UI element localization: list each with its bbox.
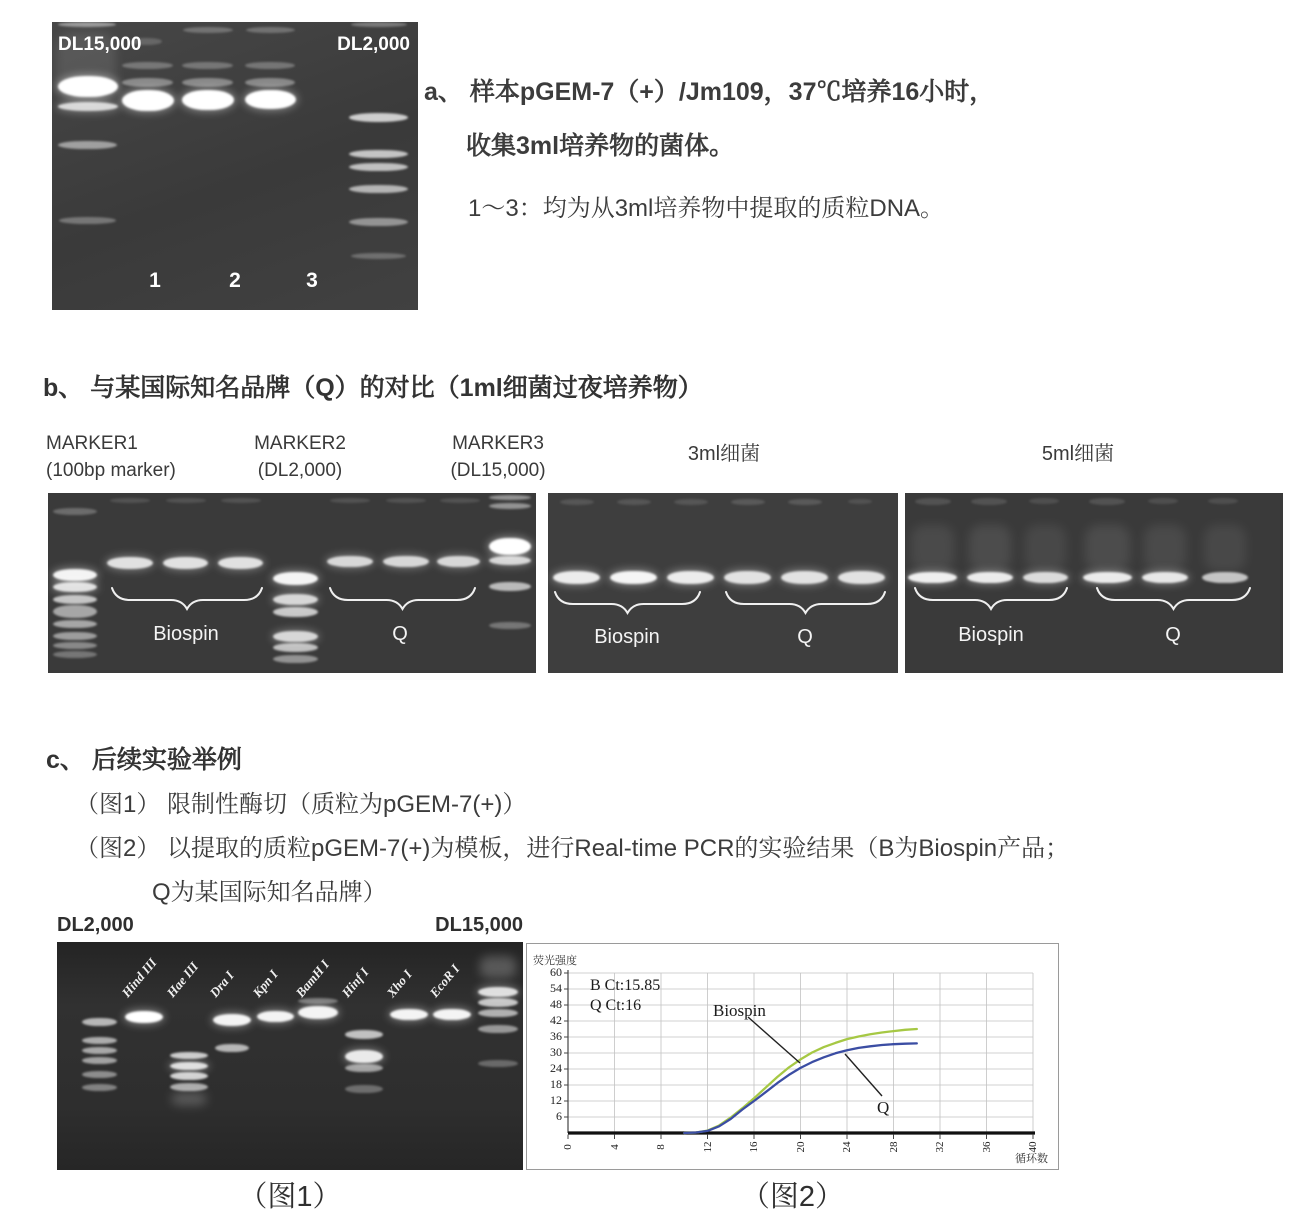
x-tick-label: 36: [980, 1141, 993, 1153]
lane-group-braces: [48, 493, 536, 673]
enzyme-lane-label: Hinf I: [338, 964, 372, 1000]
section-c-heading: c、 后续实验举例: [46, 746, 242, 774]
y-tick-label: 48: [550, 997, 562, 1011]
marker3-desc: (DL15,000): [450, 460, 546, 481]
gel-band: [478, 1025, 518, 1033]
gel-band: [82, 1018, 117, 1026]
gel-band: [390, 1009, 428, 1020]
gel-a-marker-left-label: DL15,000: [58, 34, 142, 55]
gel-band: [478, 987, 518, 997]
x-tick-label: 16: [748, 1141, 760, 1153]
gel-band: [182, 78, 233, 87]
gel-band: [245, 90, 296, 109]
lane-group-label: Biospin: [153, 623, 219, 645]
gel-band: [213, 1014, 251, 1026]
gel-band: [345, 1030, 383, 1039]
section-c-fig2-line2: Q为某国际知名品牌）: [152, 879, 387, 906]
section-b-heading: b、 与某国际知名品牌（Q）的对比（1ml细菌过夜培养物）: [43, 374, 703, 402]
q-pointer-line: [845, 1054, 882, 1096]
biospin-pointer-line: [748, 1017, 800, 1063]
gel-band: [170, 1083, 208, 1091]
realtime-pcr-chart: [526, 943, 1059, 1170]
lane-number: 2: [229, 269, 241, 292]
brace: [915, 588, 1067, 609]
gel-band: [82, 1071, 117, 1078]
gel-band: [170, 1072, 208, 1080]
gel-band: [59, 217, 116, 224]
gel-band: [58, 76, 118, 97]
brace: [112, 588, 262, 609]
lane-group-label: Biospin: [594, 626, 660, 648]
brace: [330, 588, 475, 609]
marker2-name: MARKER2: [254, 433, 346, 454]
y-tick-label: 30: [550, 1045, 562, 1059]
gel-band: [298, 1006, 338, 1019]
gel-band: [351, 22, 407, 27]
section-a-line3: 1～3：均为从3ml培养物中提取的质粒DNA。: [468, 195, 945, 222]
y-tick-label: 54: [550, 981, 562, 995]
enzyme-lane-label: BamH I: [292, 956, 333, 1000]
y-tick-label: 12: [550, 1093, 562, 1107]
gel-band: [345, 1085, 383, 1093]
gel-band: [58, 141, 117, 149]
gel-band: [170, 1062, 208, 1070]
gel-band: [82, 1047, 117, 1054]
gel-band: [122, 62, 173, 69]
chart-annotation-b-ct: B Ct:15.85: [590, 977, 661, 994]
gel-image-b-comparison-3ml: [548, 493, 898, 673]
section-a-line2: 收集3ml培养物的菌体。: [466, 132, 735, 160]
x-tick-label: 8: [655, 1144, 667, 1150]
gel-band: [349, 150, 408, 158]
lane-group-label: Biospin: [958, 624, 1024, 646]
enzyme-lane-label: Dra I: [206, 967, 237, 1000]
figure1-caption: （图1）: [238, 1181, 342, 1211]
gel-band: [182, 62, 233, 69]
gel-band: [349, 163, 408, 171]
gel-band: [349, 218, 408, 226]
section-a-line1: a、 样本pGEM-7（+）/Jm109，37℃培养16小时，: [424, 78, 995, 106]
enzyme-lane-label: Kpn I: [249, 966, 281, 1000]
chart-annotation-q-ct: Q Ct:16: [590, 997, 642, 1014]
gel-band: [172, 1093, 206, 1105]
gel-image-figure1-digest: [57, 942, 523, 1170]
gel-band: [478, 998, 518, 1007]
section-c-fig1-line: （图1） 限制性酶切（质粒为pGEM-7(+)）: [75, 791, 527, 818]
marker1-desc: (100bp marker): [46, 460, 176, 481]
gel-band: [349, 185, 408, 193]
enzyme-lane-label: Xho I: [383, 966, 415, 1000]
marker3-name: MARKER3: [452, 433, 544, 454]
enzyme-lane-label: EcoR I: [426, 961, 463, 1000]
x-tick-label: 24: [841, 1141, 853, 1153]
x-tick-label: 0: [562, 1144, 574, 1150]
enzyme-lane-label: Hae III: [163, 959, 202, 1000]
gel-band: [122, 90, 174, 111]
x-tick-label: 4: [608, 1144, 621, 1150]
x-tick-label: 40: [1027, 1141, 1039, 1153]
gel-band: [122, 78, 173, 87]
lane-number: 1: [149, 269, 161, 292]
brace: [726, 592, 885, 613]
section-c-fig2-line: （图2） 以提取的质粒pGEM-7(+)为模板，进行Real-time PCR的实验结果（B为Biospin产品；: [75, 835, 1070, 862]
gel-band: [478, 1009, 518, 1017]
gel-band: [82, 1037, 117, 1044]
gel-band: [182, 90, 234, 110]
lane-group-label: Q: [1165, 624, 1181, 646]
gel-band: [257, 1011, 294, 1022]
y-tick-label: 24: [550, 1061, 562, 1075]
chart-series-label-biospin: Biospin: [713, 1001, 766, 1020]
gel-band: [480, 956, 516, 978]
chart-y-axis-title: 荧光强度: [533, 955, 577, 967]
y-tick-label: 42: [550, 1013, 562, 1027]
gel-band: [82, 1084, 117, 1091]
gel-band: [82, 1057, 117, 1064]
x-tick-label: 32: [934, 1141, 946, 1153]
figure1-marker-left-label: DL2,000: [57, 914, 134, 936]
marker2-desc: (DL2,000): [257, 460, 343, 481]
gel-image-b-comparison-5ml: [905, 493, 1283, 673]
brace: [555, 592, 700, 613]
brace: [1097, 588, 1250, 609]
gel-band: [245, 62, 295, 69]
gel-band: [345, 1064, 383, 1072]
x-tick-label: 20: [794, 1141, 807, 1153]
y-tick-label: 18: [550, 1077, 562, 1091]
x-tick-label: 12: [701, 1141, 714, 1153]
gel-band: [125, 1011, 163, 1023]
gel-image-b-comparison-1ml: [48, 493, 536, 673]
gel-a-marker-right-label: DL2,000: [337, 34, 410, 55]
gel-band: [170, 1052, 208, 1059]
gel-band: [349, 113, 408, 122]
marker1-name: MARKER1: [46, 433, 138, 454]
figure2-caption: （图2）: [740, 1181, 845, 1211]
chart-x-axis-title: 循环数: [1015, 1153, 1048, 1165]
gel-band: [245, 78, 295, 87]
enzyme-lane-label: Hind III: [118, 955, 160, 1000]
marker1-label: [46, 430, 216, 484]
y-tick-label: 60: [550, 965, 562, 979]
lane-number: 3: [306, 269, 318, 292]
gel-band: [351, 253, 406, 259]
chart-series-label-q: Q: [877, 1098, 890, 1117]
column-5ml-label: 5ml细菌: [1041, 443, 1115, 465]
gel-band: [345, 1050, 383, 1063]
column-3ml-label: 3ml细菌: [687, 443, 761, 465]
x-tick-label: 28: [887, 1141, 900, 1153]
gel-band: [58, 102, 118, 111]
y-tick-label: 6: [556, 1109, 562, 1123]
marker2-label: [235, 430, 365, 484]
y-tick-label: 36: [550, 1029, 562, 1043]
lane-group-label: Q: [797, 626, 813, 648]
gel-band: [246, 27, 295, 33]
gel-image-section-a: [52, 22, 418, 310]
gel-band: [433, 1009, 471, 1020]
gel-band: [130, 38, 162, 45]
gel-band: [183, 27, 233, 33]
marker3-label: [428, 430, 568, 484]
gel-band: [478, 1060, 518, 1067]
figure1-marker-right-label: DL15,000: [435, 914, 523, 936]
gel-band: [58, 22, 116, 27]
gel-band: [215, 1044, 249, 1052]
lane-group-label: Q: [392, 623, 408, 645]
